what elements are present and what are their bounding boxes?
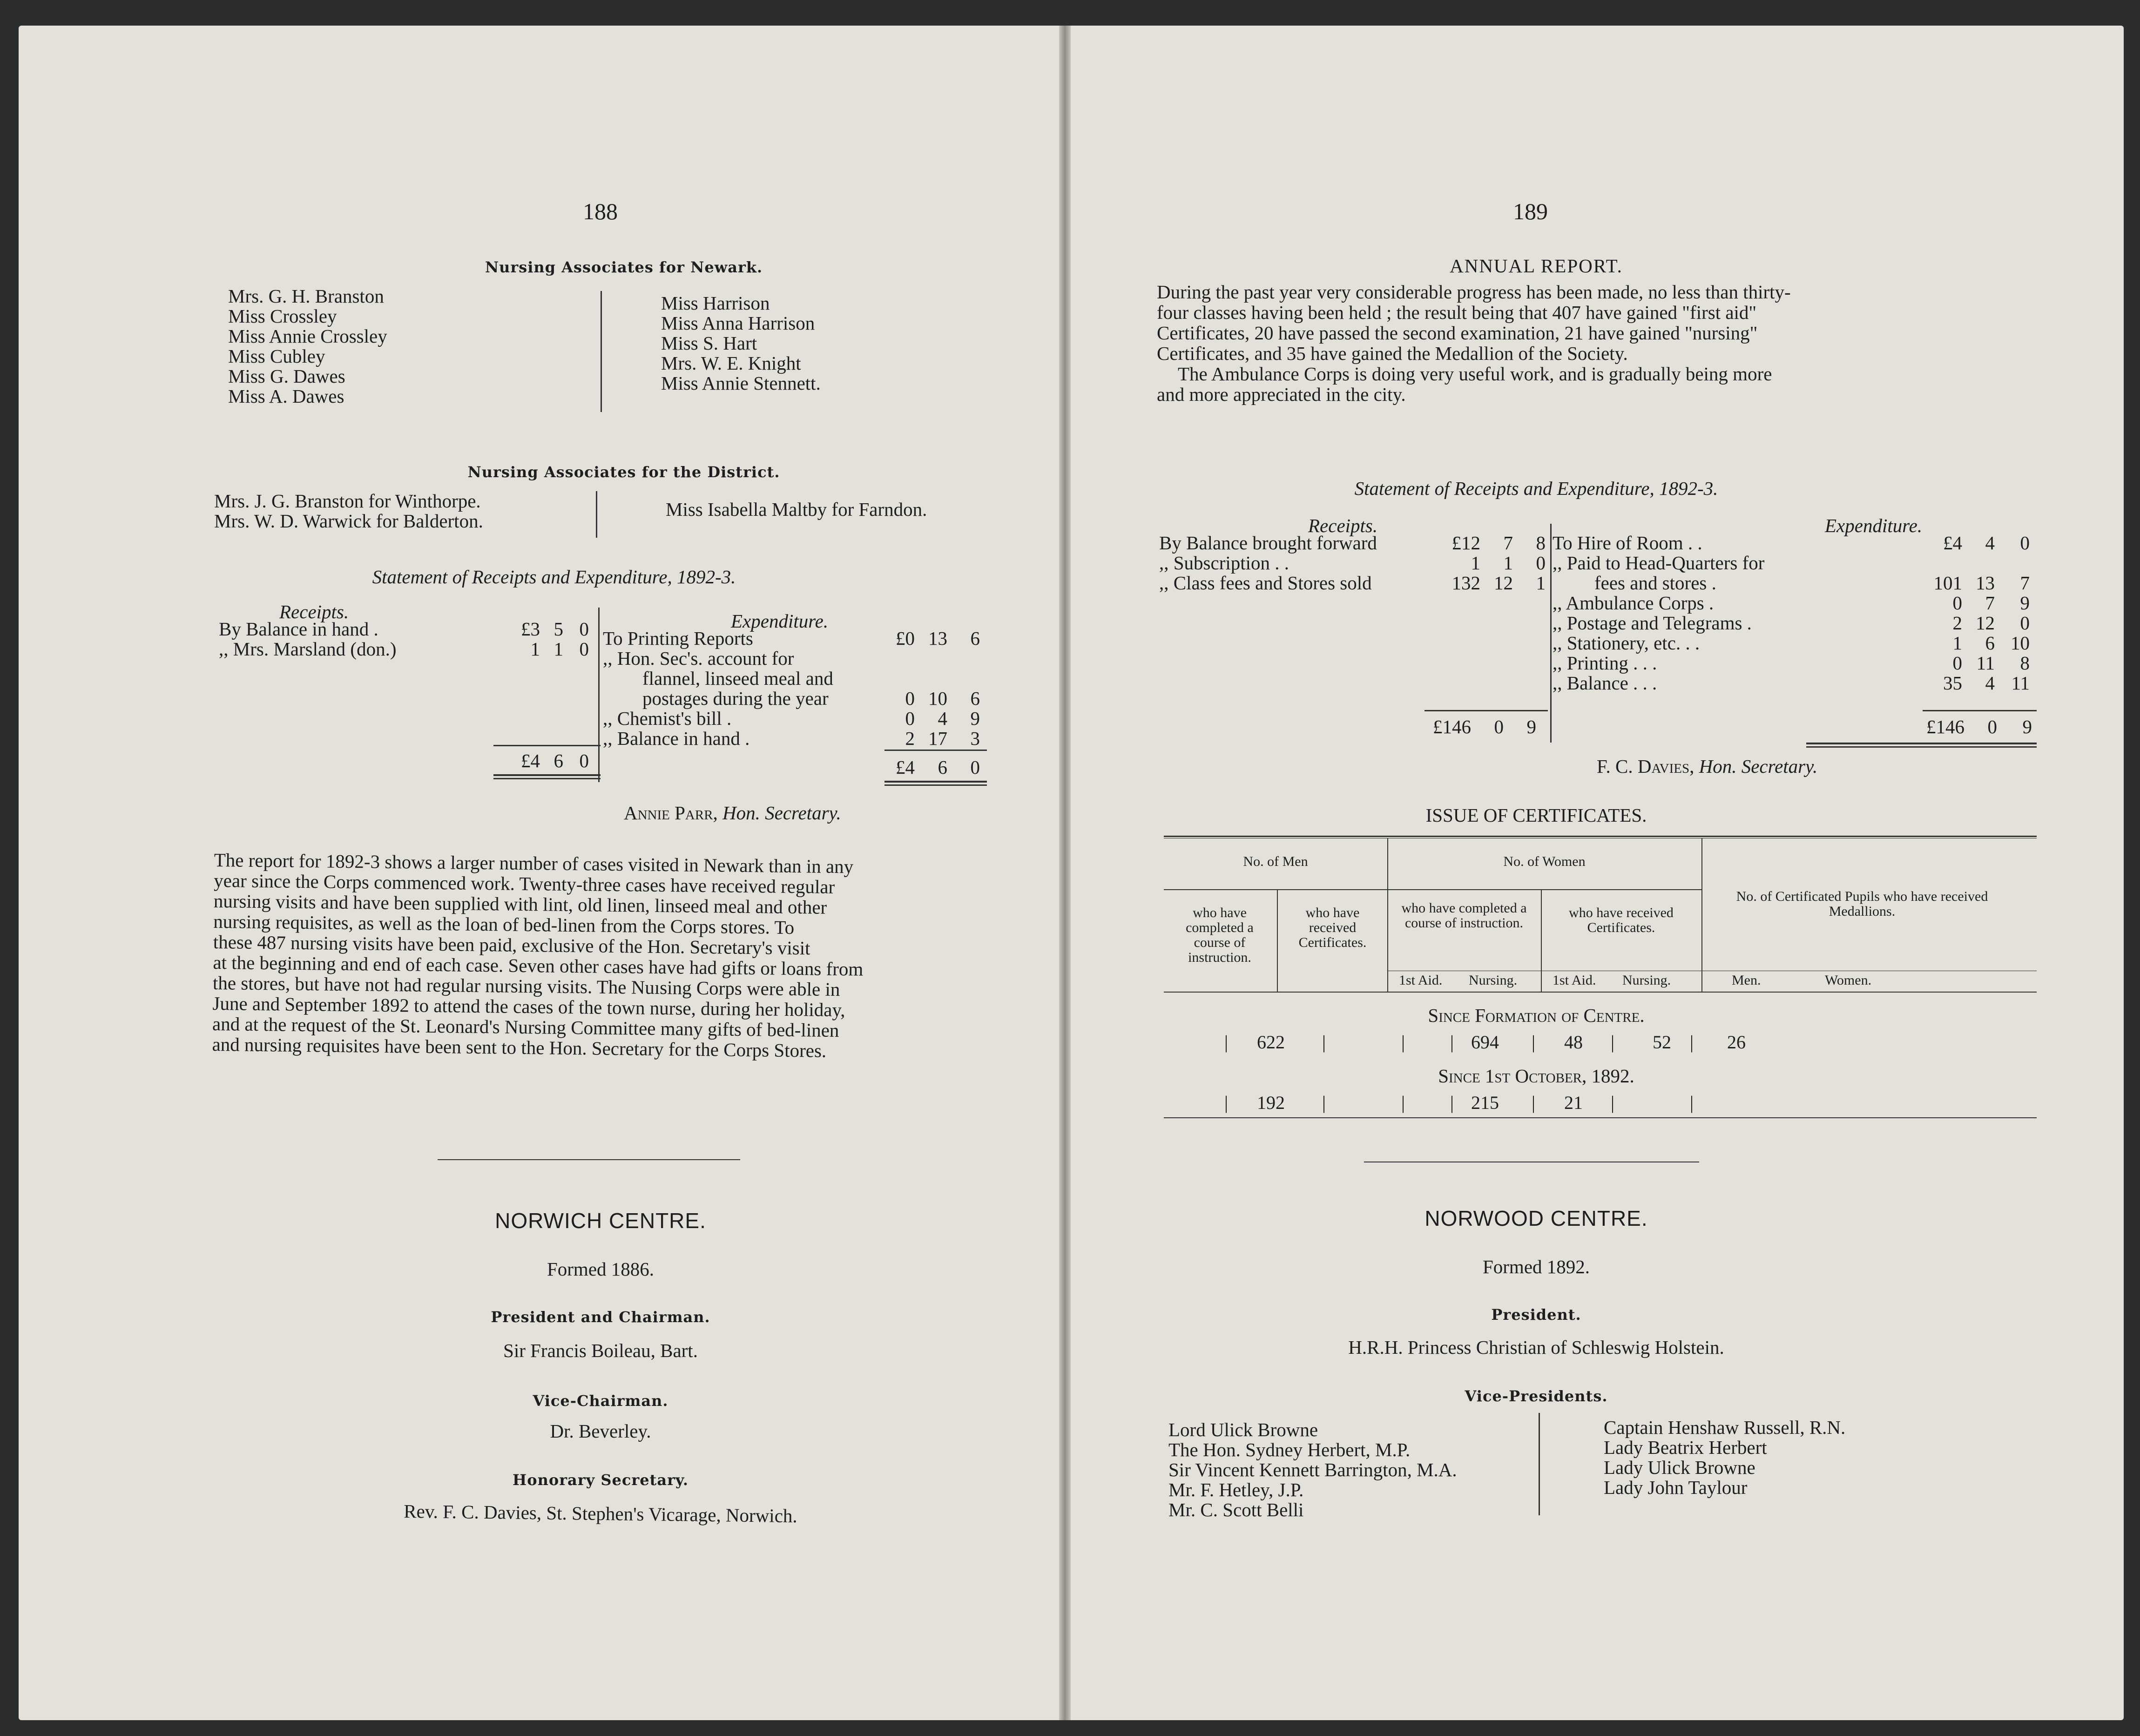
report-line: nursing requisites, as well as the loan of bed-linen from the Corps stores. To — [213, 910, 795, 939]
statement-title: Statement of Receipts and Expenditure, 1892-3. — [372, 566, 736, 588]
list-item: Mrs. G. H. Branston — [228, 285, 384, 307]
table-row: To Printing Reports £0 13 6 — [603, 628, 980, 649]
norwich-formed: Formed 1886. — [547, 1258, 655, 1280]
norwood-president: H.R.H. Princess Christian of Schleswig Holstein. — [1348, 1337, 1724, 1358]
expenditure-heading: Expenditure. — [731, 610, 829, 632]
sub-header-nursing: Nursing. — [1622, 973, 1671, 988]
receipts-total: £4 6 0 — [521, 750, 589, 771]
page-number: 189 — [1513, 198, 1548, 224]
norwood-vice-heading: Vice-Presidents. — [1465, 1387, 1608, 1405]
vice-presidents-left — [1168, 1420, 1564, 1520]
list-item: Miss G. Dawes — [228, 365, 345, 387]
sub-header-first-aid: 1st Aid. — [1399, 973, 1443, 988]
double-rule — [1806, 743, 2037, 744]
report-line: at the beginning and end of each case. Seven other cases have had gifts or loans from — [213, 951, 864, 980]
table-row: ,, Ambulance Corps . 0 7 9 — [1553, 592, 2030, 614]
table-cell: 622 — [1257, 1032, 1285, 1053]
list-item: Mr. F. Hetley, J.P. — [1168, 1479, 1304, 1500]
total-rule — [493, 745, 601, 746]
table-divider — [1541, 889, 1542, 992]
vice-presidents-right — [1604, 1418, 1999, 1498]
newark-left-list — [228, 286, 601, 406]
norwich-vice: Dr. Beverley. — [550, 1420, 651, 1442]
norwich-secretary: Rev. F. C. Davies, St. Stephen's Vicarage, Norwich. — [404, 1500, 797, 1527]
norwood-title: NORWOOD CENTRE. — [1424, 1206, 1648, 1230]
table-cell: 52 — [1653, 1032, 1671, 1053]
list-item: Lady Beatrix Herbert — [1604, 1437, 1767, 1458]
receipts-table — [1159, 533, 1555, 593]
district-left-list — [214, 491, 633, 531]
table-row: ,, Class fees and Stores sold 132 12 1 — [1159, 572, 1546, 594]
report-line: year since the Corps commenced work. Twenty-three cases have received regular — [214, 869, 835, 898]
list-item: Lady John Taylour — [1604, 1477, 1748, 1498]
table-row: fees and stores . 101 13 7 — [1594, 572, 2030, 594]
table-rule — [1164, 836, 2037, 837]
receipts-total: £146 0 9 — [1433, 716, 1536, 737]
total-rule — [1923, 710, 2037, 711]
list-item: Miss Crossley — [228, 305, 337, 327]
receipts-heading: Receipts. — [1308, 515, 1378, 536]
report-line: The Ambulance Corps is doing very useful work, and is gradually being more — [1178, 363, 1772, 385]
table-row: ,, Hon. Sec's. account for — [603, 648, 794, 669]
since-october-label: Since 1st October, 1892. — [1438, 1065, 1634, 1087]
list-item: Miss S. Hart — [661, 332, 757, 354]
double-rule — [884, 784, 987, 786]
signature: F. C. Davies, Hon. Secretary. — [1597, 756, 1818, 777]
newark-heading: Nursing Associates for Newark. — [485, 258, 763, 276]
certificates-heading: ISSUE OF CERTIFICATES. — [1425, 804, 1647, 826]
list-item: Sir Vincent Kennett Barrington, M.A. — [1168, 1459, 1457, 1480]
list-item: Miss A. Dawes — [228, 385, 344, 407]
medallion-header: No. of Certificated Pupils who have received Medallions. — [1736, 889, 1988, 919]
table-row: ,, Balance in hand . 2 17 3 — [603, 728, 980, 749]
annual-report-text — [1157, 282, 2018, 405]
list-item: Miss Harrison — [661, 292, 770, 314]
norwich-secretary-heading: Honorary Secretary. — [513, 1471, 689, 1489]
women-col2-header: who have received Certificates. — [1569, 905, 1674, 935]
table-divider — [1277, 889, 1278, 992]
list-item: Mrs. J. G. Branston for Winthorpe. — [214, 490, 481, 512]
table-row: ,, Postage and Telegrams . 2 12 0 — [1553, 612, 2030, 634]
men-col1-header: who have completed a course of instruction. — [1186, 905, 1254, 965]
double-rule — [884, 781, 987, 783]
column-divider — [1550, 524, 1552, 743]
table-cell: 26 — [1727, 1032, 1746, 1053]
table-divider — [1701, 838, 1702, 992]
section-divider — [438, 1159, 740, 1160]
since-formation-label: Since Formation of Centre. — [1428, 1005, 1645, 1026]
list-item: Miss Annie Crossley — [228, 325, 387, 347]
table-rule — [1164, 992, 2037, 993]
women-col1-header: who have completed a course of instruction. — [1401, 900, 1527, 931]
report-line: The report for 1892-3 shows a larger number of cases visited in Newark than in any — [214, 849, 854, 878]
table-cell: 694 — [1471, 1032, 1499, 1053]
newark-right-list — [661, 293, 1033, 393]
report-line: the stores, but have not had regular nursing visits. The Nuısing Corps were able in — [212, 972, 840, 1000]
expenditure-table — [1553, 533, 2037, 693]
october-row: | 192 | | | 215 | 21 | | — [1224, 1092, 1694, 1113]
expenditure-total: £146 0 9 — [1926, 716, 2032, 737]
list-item: Miss Isabella Maltby for Farndon. — [666, 499, 927, 520]
men-heading: No. of Men — [1243, 854, 1308, 869]
table-row: ,, Subscription . . 1 1 0 — [1159, 552, 1546, 574]
norwich-vice-heading: Vice-Chairman. — [533, 1392, 668, 1410]
receipts-heading: Receipts. — [279, 601, 349, 622]
table-cell: 192 — [1257, 1092, 1285, 1113]
table-rule — [1164, 889, 1701, 890]
list-item: Lady Ulick Browne — [1604, 1457, 1755, 1478]
table-cell: 215 — [1471, 1092, 1499, 1113]
list-item: Mr. C. Scott Belli — [1168, 1499, 1304, 1520]
district-right-list — [666, 500, 1038, 520]
double-rule — [493, 774, 601, 776]
norwich-title: NORWICH CENTRE. — [495, 1209, 706, 1233]
page-number: 188 — [583, 198, 618, 224]
book-spine — [1059, 26, 1071, 1720]
list-item: The Hon. Sydney Herbert, M.P. — [1168, 1439, 1411, 1460]
expenditure-heading: Expenditure. — [1825, 515, 1923, 536]
table-rule — [1164, 1117, 2037, 1118]
double-rule — [1806, 746, 2037, 748]
table-row: ,, Balance . . . 35 4 11 — [1553, 672, 2030, 694]
list-item: Miss Anna Harrison — [661, 312, 815, 334]
report-line: Certificates, and 35 have gained the Medallion of the Society. — [1157, 343, 1628, 364]
table-row: postages during the year 0 10 6 — [642, 688, 980, 709]
column-divider — [1539, 1413, 1540, 1515]
list-item: Mrs. W. E. Knight — [661, 352, 801, 374]
table-row: By Balance in hand . £3 5 0 — [219, 618, 589, 640]
total-rule — [884, 750, 987, 751]
list-item: Miss Cubley — [228, 345, 325, 367]
list-item: Captain Henshaw Russell, R.N. — [1604, 1417, 1846, 1438]
annual-report-heading: ANNUAL REPORT. — [1450, 255, 1623, 277]
right-page — [1071, 26, 2124, 1720]
total-rule — [1424, 710, 1548, 711]
norwood-president-heading: President. — [1491, 1306, 1581, 1324]
column-divider — [601, 291, 602, 412]
sub-header-women: Women. — [1825, 973, 1872, 988]
list-item: Mrs. W. D. Warwick for Balderton. — [214, 510, 483, 532]
men-col2-header: who have received Certificates. — [1298, 905, 1367, 950]
report-line: these 487 nursing visits have been paid, exclusive of the Hon. Secretary's visit — [213, 931, 810, 959]
signature: Annie Parr, Hon. Secretary. — [624, 802, 841, 824]
report-line: and nursing requisites have been sent to the Hon. Secretary for the Corps Stores. — [212, 1033, 827, 1061]
report-line: nursing visits and have been supplied with lint, old linen, linseed meal and other — [213, 890, 827, 918]
norwich-president: Sir Francis Boileau, Bart. — [503, 1340, 698, 1361]
table-row: flannel, linseed meal and — [642, 668, 833, 689]
receipts-table — [219, 619, 601, 659]
statement-title: Statement of Receipts and Expenditure, 1892-3. — [1354, 478, 1718, 499]
report-line: and at the request of the St. Leonard's Nursing Committee many gifts of bed-linen — [212, 1013, 839, 1041]
table-row: By Balance brought forward £12 7 8 — [1159, 532, 1546, 554]
column-divider — [596, 491, 597, 538]
table-row: ,, Chemist's bill . 0 4 9 — [603, 708, 980, 729]
left-page — [19, 26, 1059, 1720]
report-line: June and September 1892 to attend the cases of the town nurse, during her holiday, — [212, 992, 845, 1021]
women-heading: No. of Women — [1503, 854, 1586, 869]
table-row: ,, Paid to Head-Quarters for — [1553, 552, 1765, 574]
report-line: Certificates, 20 have passed the second examination, 21 have gained "nursing" — [1157, 322, 1758, 344]
expenditure-total: £4 6 0 — [896, 757, 980, 778]
table-row: ,, Printing . . . 0 11 8 — [1553, 652, 2030, 674]
sub-header-nursing: Nursing. — [1469, 973, 1518, 988]
formation-row: | 622 | | | 694 | 48 | 52 | 26 — [1224, 1032, 1746, 1053]
sub-header-first-aid: 1st Aid. — [1553, 973, 1596, 988]
table-cell: 48 — [1564, 1032, 1583, 1053]
table-cell: 21 — [1564, 1092, 1583, 1113]
report-line: four classes having been held ; the result being that 407 have gained "first aid" — [1157, 302, 1757, 323]
report-line: and more appreciated in the city. — [1157, 384, 1406, 405]
expenditure-table — [603, 628, 989, 749]
double-rule — [493, 778, 601, 779]
table-row: ,, Stationery, etc. . . 1 6 10 — [1553, 632, 2030, 654]
column-divider — [598, 608, 600, 782]
table-row: ,, Mrs. Marsland (don.) 1 1 0 — [219, 638, 589, 660]
table-row: To Hire of Room . . £4 4 0 — [1553, 532, 2030, 554]
district-heading: Nursing Associates for the District. — [467, 463, 780, 481]
norwich-president-heading: President and Chairman. — [491, 1308, 710, 1326]
report-line: During the past year very considerable progress has been made, no less than thirty- — [1157, 281, 1791, 303]
list-item: Lord Ulick Browne — [1168, 1419, 1318, 1440]
list-item: Miss Annie Stennett. — [661, 372, 821, 394]
sub-header-men: Men. — [1732, 973, 1761, 988]
norwood-formed: Formed 1892. — [1482, 1256, 1590, 1277]
newark-report — [212, 850, 987, 1062]
